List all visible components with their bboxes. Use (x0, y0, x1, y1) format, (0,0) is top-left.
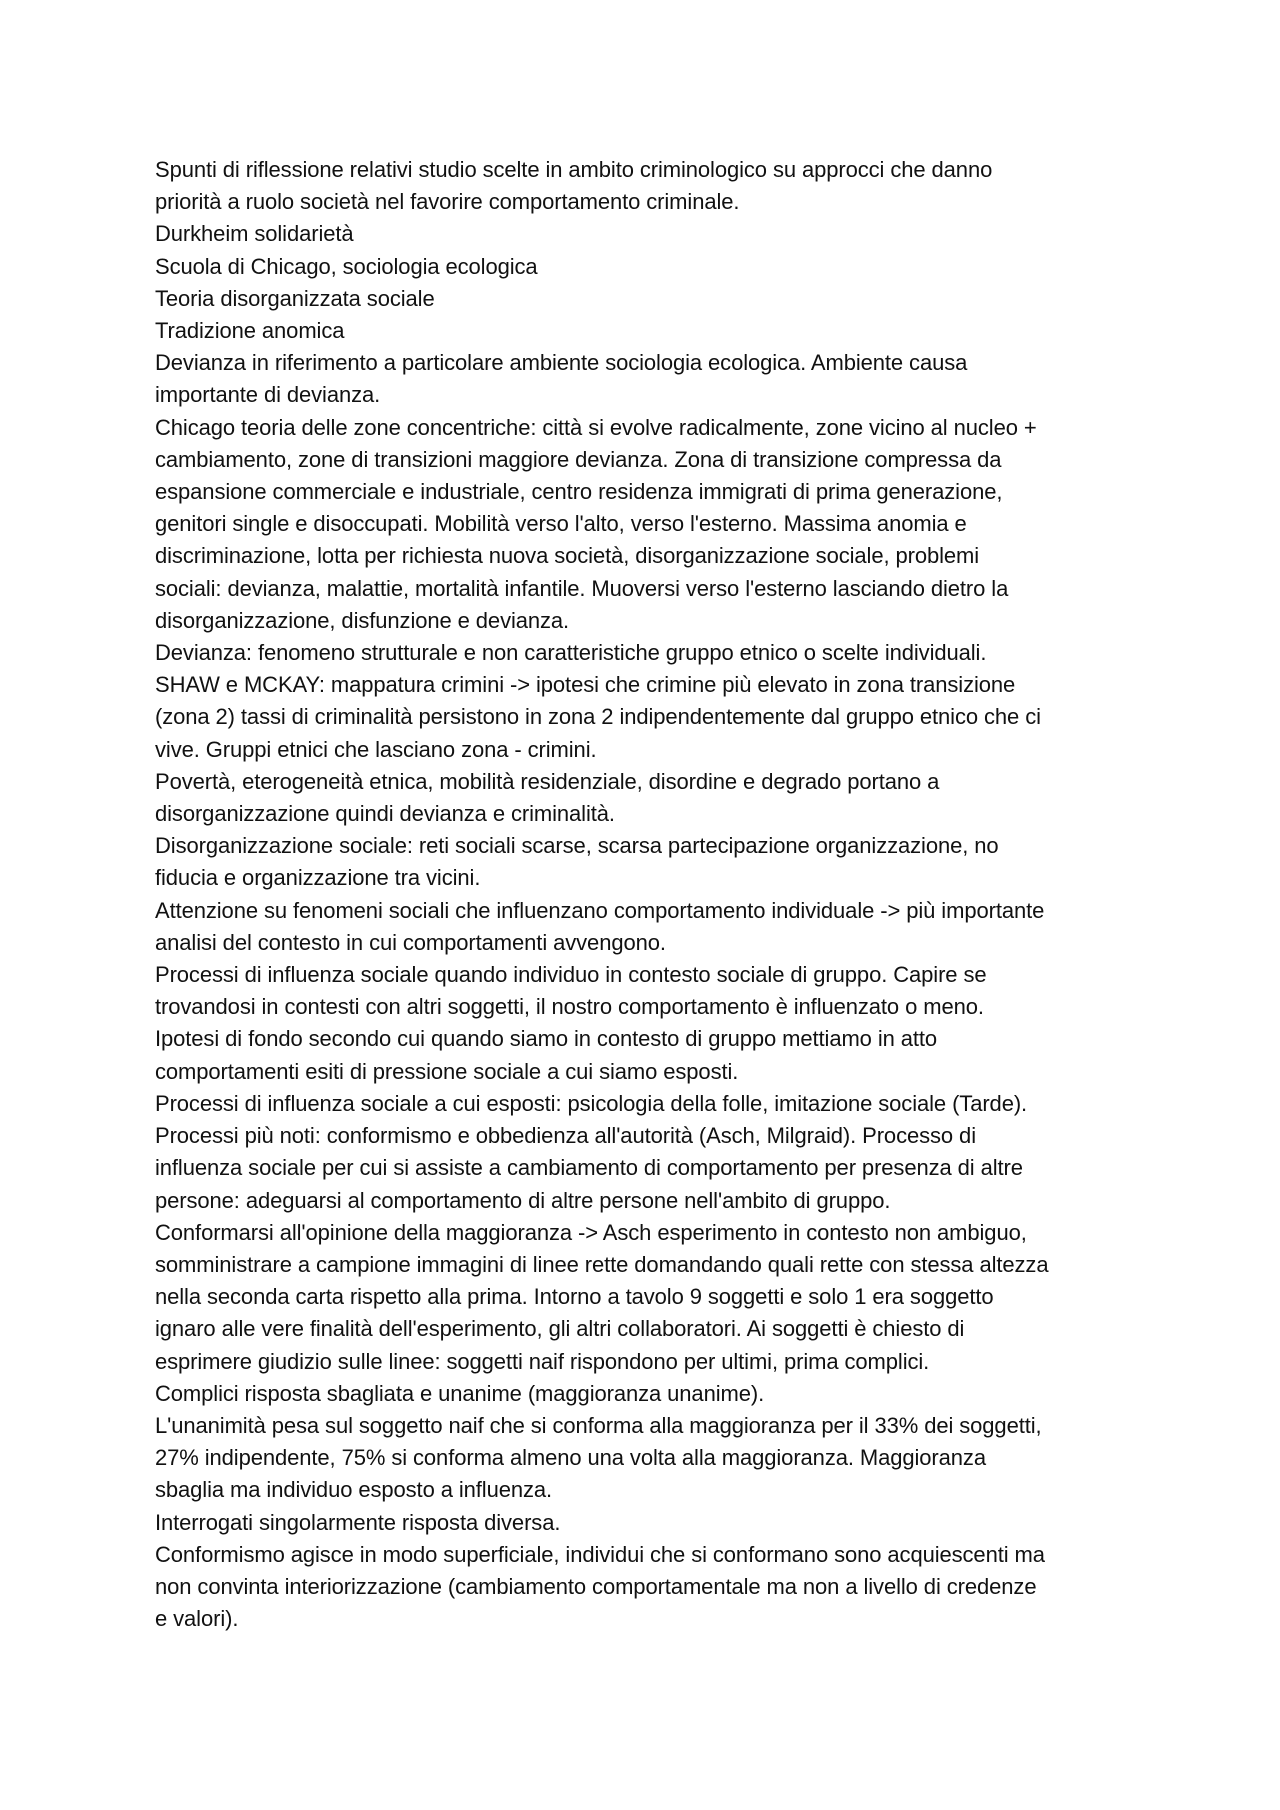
paragraph-unanimity-results: L'unanimità pesa sul soggetto naif che si conforma alla maggioranza per il 33% dei soggetti, 27% indipendente, 75% si conforma almeno una volta alla maggioranza. Maggioranza sbaglia ma individuo esposto a influenza. (155, 1412, 1042, 1503)
paragraph-concentric-zones: Chicago teoria delle zone concentriche: città si evolve radicalmente, zone vicino al nucleo + cambiamento, zone di transizioni maggiore devianza. Zona di transizione compressa da espansione commerciale e industriale, centro residenza immigrati di prima generazione, genitori single e disoccupati. Mobilità verso l'alto, verso l'esterno. Massima anomia e discriminazione, lotta per richiesta nuova società, disorganizzazione sociale, problemi sociali: devianza, malattie, mortalità infantile. Muoversi verso l'esterno lasciando dietro la disorganizzazione, disfunzione e devianza. (155, 414, 1037, 633)
paragraph-superficial-conformism: Conformismo agisce in modo superficiale, individui che si conformano sono acquiescenti ma non convinta interiorizzazione (cambiamento comportamentale ma non a livello di credenze e valori). (155, 1541, 1045, 1632)
paragraph-shaw-mckay: SHAW e MCKAY: mappatura crimini -> ipotesi che crimine più elevato in zona transizione (zona 2) tassi di criminalità persistono in zona 2 indipendentemente dal gruppo etnico che ci vive. Gruppi etnici che lasciano zona - crimini. (155, 672, 1041, 762)
paragraph-poverty-factors: Povertà, eterogeneità etnica, mobilità residenziale, disordine e degrado portano a disorganizzazione quindi devianza e criminalità. (155, 768, 940, 827)
paragraph-conformism-obedience: Processi più noti: conformismo e obbedienza all'autorità (Asch, Milgraid). Processo di influenza sociale per cui si assiste a cambiamento di comportamento per presenza di altre persone: adeguarsi al comportamento di altre persone nell'ambito di gruppo. (155, 1123, 1023, 1213)
paragraph-environment-deviance: Devianza in riferimento a particolare ambiente sociologia ecologica. Ambiente causa importante di devianza. (155, 350, 968, 408)
paragraph-intro: Spunti di riflessione relativi studio scelte in ambito criminologico su approcci che danno priorità a ruolo società nel favorire comportamento criminale. (155, 157, 993, 215)
document-body (155, 154, 1145, 1635)
paragraph-individual-answers: Interrogati singolarmente risposta diversa. (155, 1509, 561, 1535)
paragraph-anomic-tradition: Tradizione anomica (155, 318, 345, 344)
paragraph-influence-processes: Processi di influenza sociale a cui esposti: psicologia della folle, imitazione sociale (Tarde). (155, 1090, 1028, 1116)
paragraph-asch-experiment: Conformarsi all'opinione della maggioranza -> Asch esperimento in contesto non ambiguo, somministrare a campione immagini di linee rette domandando quali rette con stessa altezza nella seconda carta rispetto alla prima. Intorno a tavolo 9 soggetti e solo 1 era soggetto ignaro alle vere finalità dell'esperimento, gli altri collaboratori. Ai soggetti è chiesto di esprimere giudizio sulle linee: soggetti naif rispondono per ultimi, prima complici. (155, 1219, 1049, 1374)
paragraph-group-hypothesis: Ipotesi di fondo secondo cui quando siamo in contesto di gruppo mettiamo in atto comportamenti esiti di pressione sociale a cui siamo esposti. (155, 1026, 938, 1084)
paragraph-chicago-school: Scuola di Chicago, sociologia ecologica (155, 253, 538, 279)
paragraph-durkheim: Durkheim solidarietà (155, 221, 354, 247)
paragraph-structural-deviance: Devianza: fenomeno strutturale e non caratteristiche gruppo etnico o scelte individuali. (155, 640, 987, 666)
paragraph-social-influence: Processi di influenza sociale quando individuo in contesto sociale di gruppo. Capire se trovandosi in contesti con altri soggetti, il nostro comportamento è influenzato o meno. (155, 962, 987, 1020)
paragraph-social-disorganization: Disorganizzazione sociale: reti sociali scarse, scarsa partecipazione organizzazione, no fiducia e organizzazione tra vicini. (155, 833, 999, 891)
paragraph-disorganization-theory: Teoria disorganizzata sociale (155, 285, 435, 311)
paragraph-context-analysis: Attenzione su fenomeni sociali che influenzano comportamento individuale -> più importante analisi del contesto in cui comportamenti avvengono. (155, 897, 1045, 955)
paragraph-accomplices: Complici risposta sbagliata e unanime (maggioranza unanime). (155, 1380, 765, 1406)
